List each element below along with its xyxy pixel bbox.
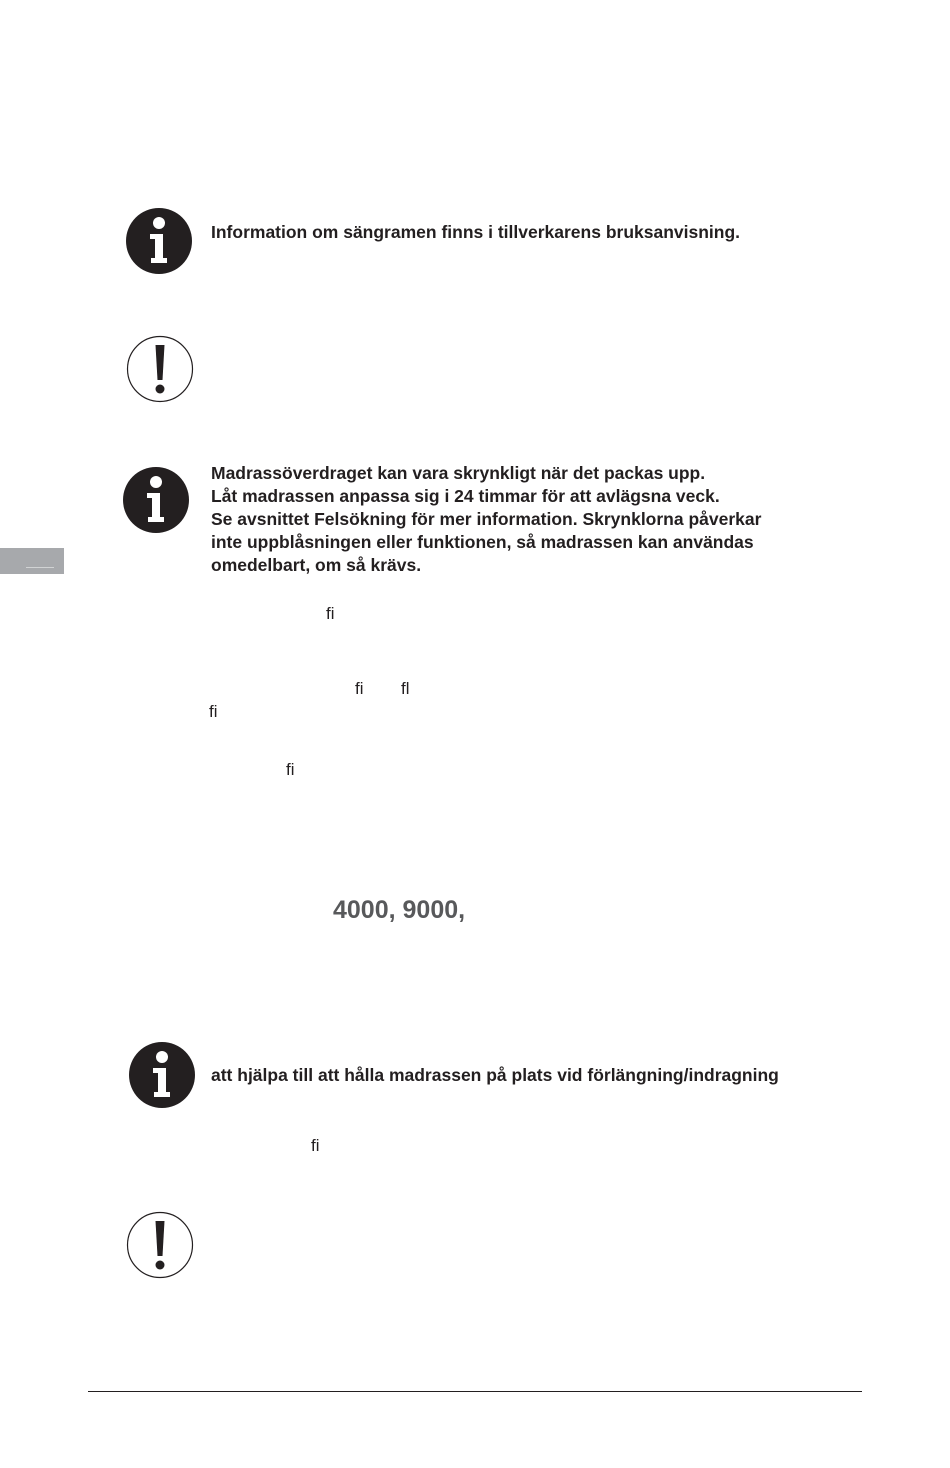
side-tab-line — [26, 567, 54, 568]
note-line: Låt madrassen anpassa sig i 24 timmar för att avlägsna veck. — [211, 486, 720, 506]
exclamation-icon — [126, 1211, 194, 1279]
note-line: Se avsnittet Felsökning för mer information. Skrynklorna påverkar — [211, 509, 762, 529]
ligature-fragment: ﬁ — [209, 702, 218, 721]
info-icon — [125, 207, 193, 275]
ligature-fragment: ﬂ — [401, 679, 410, 698]
info-note-mattress-cover — [211, 462, 851, 577]
side-tab — [0, 548, 64, 574]
note-line: Madrassöverdraget kan vara skrynkligt när det packas upp. — [211, 463, 706, 483]
ligature-fragment: ﬁ — [326, 604, 335, 623]
note-line: inte uppblåsningen eller funktionen, så madrassen kan användas — [211, 532, 754, 552]
ligature-fragment: ﬁ — [355, 679, 364, 698]
info-note-bed-frame: Information om sängramen finns i tillverkarens bruksanvisning. — [211, 222, 741, 242]
info-icon — [128, 1041, 196, 1109]
exclamation-icon — [126, 335, 194, 403]
ligature-fragment: ﬁ — [311, 1136, 320, 1155]
model-numbers: 4000, 9000, — [333, 896, 466, 924]
note-line: omedelbart, om så krävs. — [211, 555, 422, 575]
ligature-fragment: ﬁ — [286, 760, 295, 779]
footer-divider — [88, 1391, 862, 1392]
info-icon — [122, 466, 190, 534]
info-note-positioning: att hjälpa till att hålla madrassen på plats vid förlängning/indragning — [211, 1065, 779, 1085]
